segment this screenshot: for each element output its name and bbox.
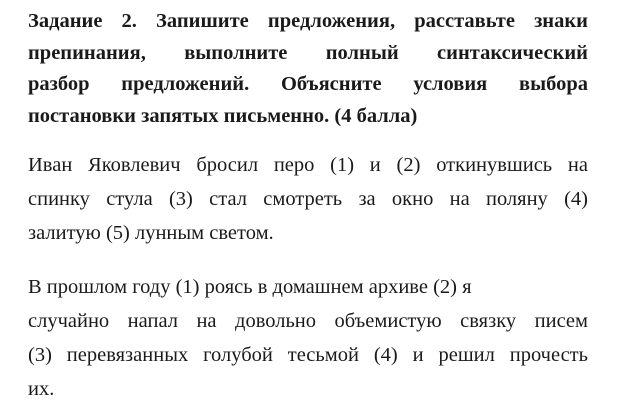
task-line: постановки запятых письменно. (4 балла) <box>28 104 418 127</box>
task-heading <box>28 6 588 132</box>
sentence-1-line: Иван Яковлевич бросил перо (1) и (2) откинувшись на <box>28 154 588 176</box>
sentence-2-line: их. <box>28 378 55 400</box>
task-line: препинания, выполните полный синтаксический <box>28 41 588 64</box>
task-line: разбор предложений. Объясните условия выбора <box>28 73 588 95</box>
sentence-1-line: залитую (5) лунным светом. <box>28 222 274 244</box>
sentence-2 <box>28 270 588 406</box>
task-line: Задание 2. Запишите предложения, расставьте знаки <box>28 10 588 32</box>
sentence-2-line: (3) перевязанных голубой тесьмой (4) и решил прочесть <box>28 344 588 366</box>
document-page <box>28 6 588 406</box>
sentence-2-line: случайно напал на довольно объемистую связку писем <box>28 310 588 332</box>
sentence-1 <box>28 148 588 250</box>
sentence-1-line: спинку стула (3) стал смотреть за окно на поляну (4) <box>28 188 588 210</box>
sentence-2-line: В прошлом году (1) роясь в домашнем архиве (2) я <box>28 276 472 298</box>
